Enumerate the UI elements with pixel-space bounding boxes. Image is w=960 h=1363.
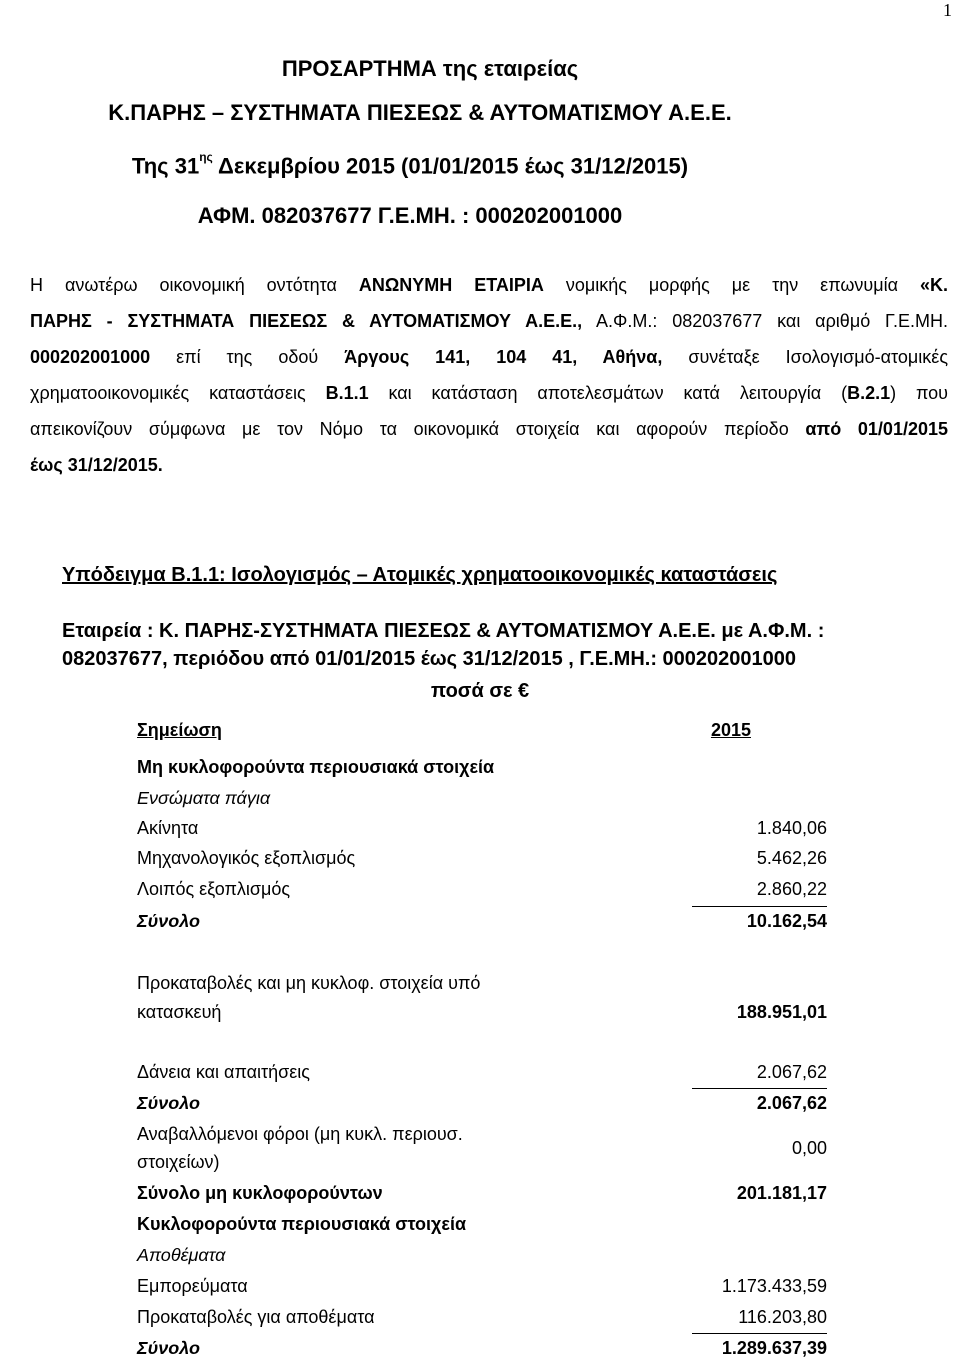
amounts-unit: ποσά σε € <box>430 680 530 702</box>
tax-id-title: ΑΦΜ. 082037677 Γ.Ε.ΜΗ. : 000202001000 <box>197 203 623 228</box>
subtotal-rule <box>692 1088 827 1089</box>
document-title: ΠΡΟΣΑΡΤΗΜΑ της εταιρείας <box>281 56 579 81</box>
company-line-1: Εταιρεία : Κ. ΠΑΡΗΣ-ΣΥΣΤΗΜΑΤΑ ΠΙΕΣΕΩΣ & ΑΥΤΟΜΑΤΙΣΜΟΥ Α.Ε.Ε. με Α.Φ.Μ. : <box>62 620 825 642</box>
period-title: Της $31^{\eta\varsigma}$ Δεκεμβρίου 2015 (01/01/2015 έως 31/12/2015) <box>131 150 689 179</box>
subtotal-rule <box>692 906 827 907</box>
company-line-2: 082037677, περιόδου από 01/01/2015 έως 31/12/2015 , Γ.Ε.ΜΗ.: 000202001000 <box>62 648 797 670</box>
column-year-header: 2015 <box>710 720 751 740</box>
column-note-header: Σημείωση <box>137 720 222 740</box>
intro-paragraph: Η ανωτέρω οικονομική οντότητα ΑΝΩΝΥΜΗ ΕΤΑΙΡΙΑ νομικής μορφής με την επωνυμία «Κ. ΠΑΡΗΣ - ΣΥΣΤΗΜΑΤΑ ΠΙΕΣΕΩΣ & ΑΥΤΟΜΑΤΙΣΜΟΥ Α.Ε.Ε., Α.Φ.Μ.: 082037677 και αριθμό Γ.Ε.ΜΗ. 000202001000 επί της οδού Άργους 141, 104 41, Αθήνα, συνέταξε Ισολογισμό-ατομικές χρηματοοικονομικές καταστάσεις Β.1.1 και κατάσταση αποτελεσμάτων κατά λειτουργία (Β.2.1) που απεικονίζουν σύμφωνα με τον Νόμο τα οικονομικά στοιχεία και αφορούν περίοδο από 01/01/2015 έως 31/12/2015. <box>30 275 948 475</box>
subtotal-rule <box>692 1333 827 1334</box>
section-title: Υπόδειγμα Β.1.1: Ισολογισμός – Ατομικές χρηματοοικονομικές καταστάσεις <box>62 564 778 586</box>
company-name-title: Κ.ΠΑΡΗΣ – ΣΥΣΤΗΜΑΤΑ ΠΙΕΣΕΩΣ & ΑΥΤΟΜΑΤΙΣΜΟΥ Α.Ε.Ε. <box>108 100 732 125</box>
page-number: 1 <box>943 0 952 20</box>
